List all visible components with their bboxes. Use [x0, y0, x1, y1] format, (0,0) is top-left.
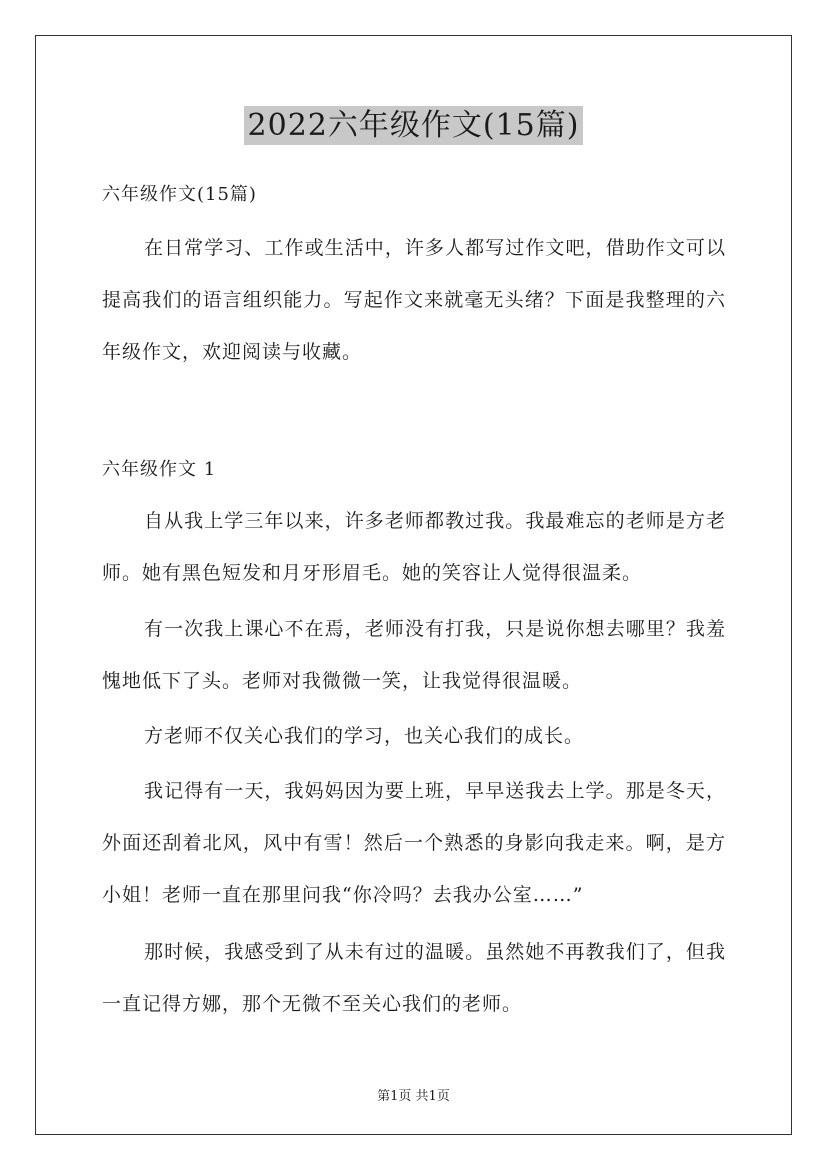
document-subtitle: 六年级作文(15篇) [102, 184, 257, 205]
intro-paragraph: 在日常学习、工作或生活中，许多人都写过作文吧，借助作文可以提高我们的语言组织能力。写起作文来就毫无头绪？下面是我整理的六年级作文，欢迎阅读与收藏。 [102, 237, 726, 363]
paragraph-4: 我记得有一天，我妈妈因为要上班，早早送我去上学。那是冬天，外面还刮着北风，风中有雪！然后一个熟悉的身影向我走来。啊，是方小姐！老师一直在那里问我“你冷吗？去我办公室……” [102, 780, 726, 906]
paragraph-3: 方老师不仅关心我们的学习，也关心我们的成长。 [144, 725, 585, 747]
page-footer: 第1页 共1页 [377, 1089, 450, 1104]
paragraph-2: 有一次我上课心不在焉，老师没有打我，只是说你想去哪里？我羞愧地低下了头。老师对我微微一笑，让我觉得很温暖。 [102, 618, 726, 692]
document-title: 2022六年级作文(15篇) [244, 106, 584, 145]
section-heading: 六年级作文 1 [102, 459, 217, 480]
document-title-wrap [0, 100, 827, 144]
paragraph-5: 那时候，我感受到了从未有过的温暖。虽然她不再教我们了，但我一直记得方娜，那个无微不至关心我们的老师。 [102, 941, 726, 1015]
paragraph-1: 自从我上学三年以来，许多老师都教过我。我最难忘的老师是方老师。她有黑色短发和月牙形眉毛。她的笑容让人觉得很温柔。 [102, 510, 726, 584]
